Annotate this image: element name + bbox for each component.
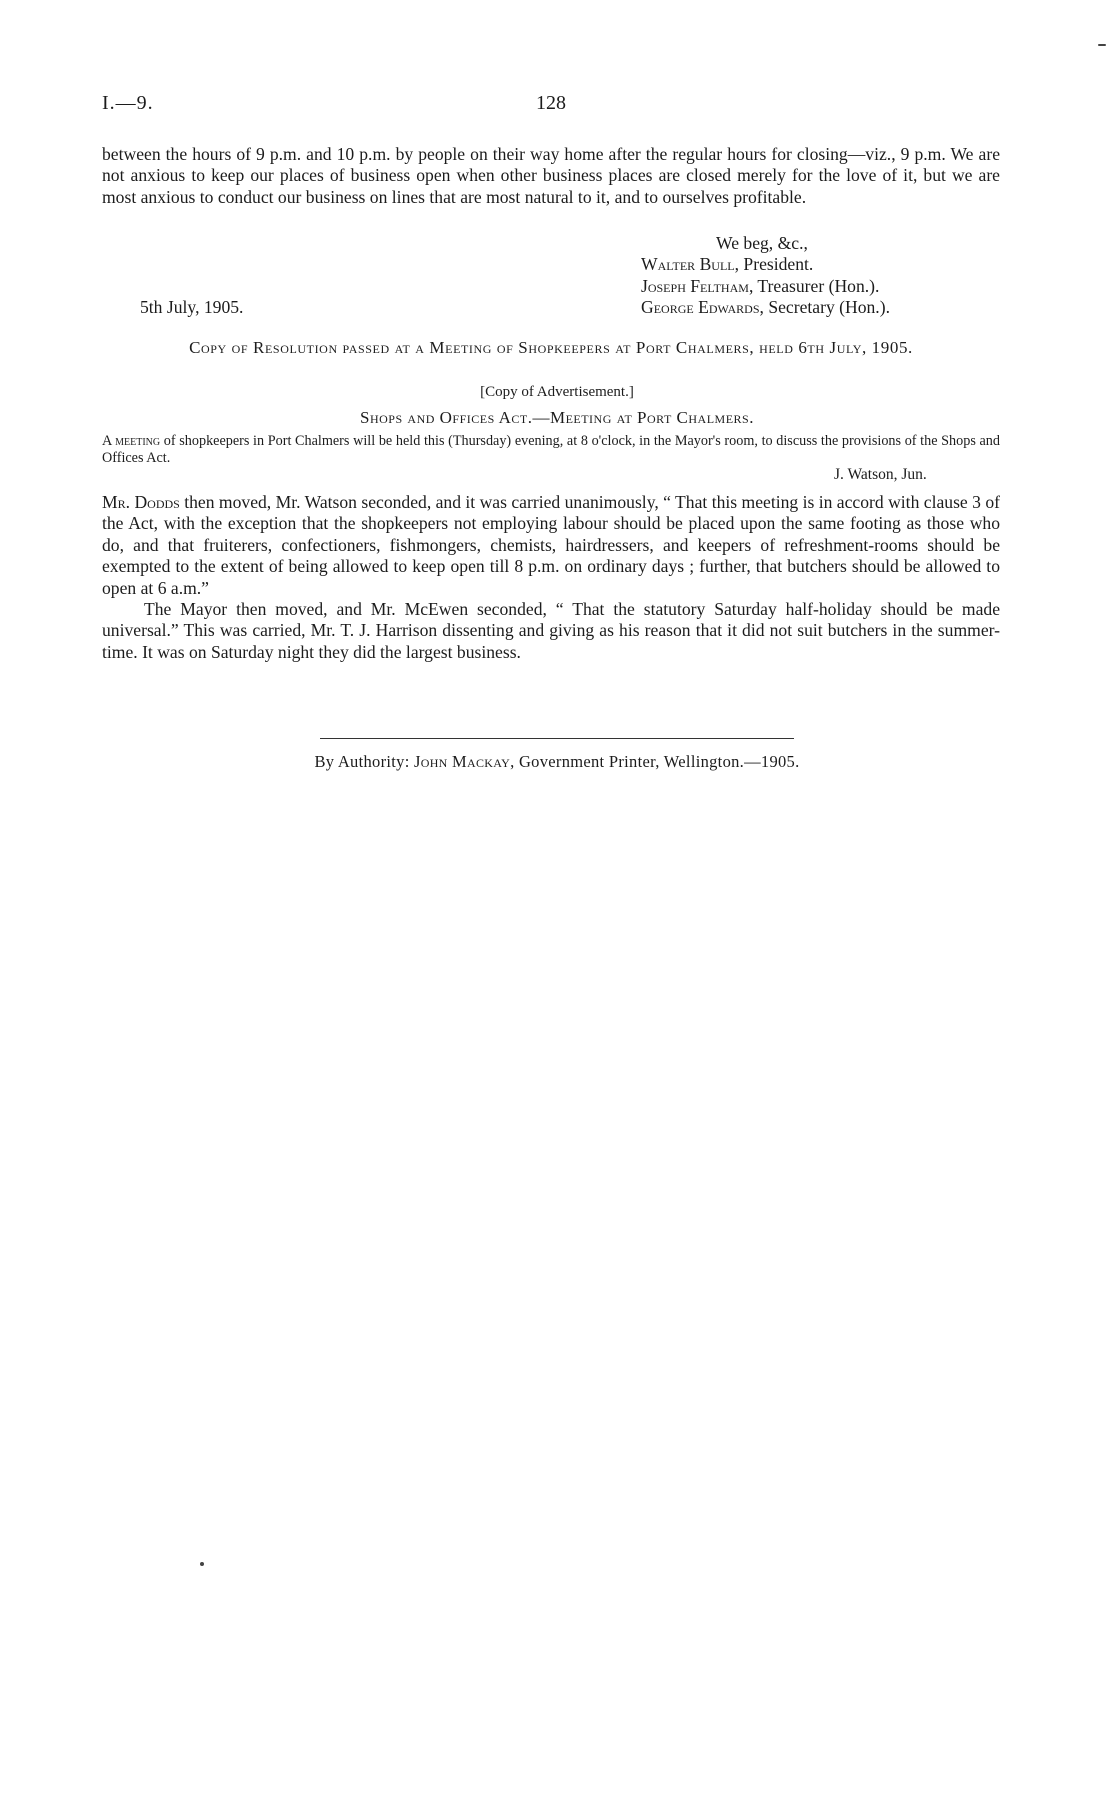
signatory-president	[641, 254, 890, 275]
letter-paragraph: between the hours of 9 p.m. and 10 p.m. by people on their way home after the regular hours for closing—viz., 9 p.m. We are not anxious to keep our places of business open when other business places are closed merely for the love of it, but we are most anxious to conduct our business on lines that are most natural to it, and to ourselves profitable.	[102, 144, 1000, 207]
divider-rule	[320, 738, 794, 739]
scan-speck	[200, 1562, 204, 1566]
imprint-prefix: By Authority:	[314, 752, 415, 771]
closing-line: We beg, &c.,	[716, 233, 808, 253]
signatory-secretary	[641, 297, 890, 318]
signatory-name: Joseph Feltham	[641, 275, 749, 296]
advertisement-signatory: J. Watson, Jun.	[834, 466, 927, 483]
advertisement-lead: A meeting	[102, 433, 161, 449]
paper-reference: I.—9.	[102, 92, 154, 114]
meeting-minutes	[102, 492, 1000, 663]
letter-date: 5th July, 1905.	[140, 297, 244, 317]
advertisement-text	[102, 433, 1000, 467]
signatory-role: , President.	[734, 254, 814, 275]
printer-imprint	[0, 752, 1114, 772]
minutes-text: then moved, Mr. Watson seconded, and it was carried unanimously, “ That this meeting is in accord with clause 3 of the Act, with the exception that the shopkeepers not employing labour should be placed upon the same footing as those who do, and that fruiterers, confectioners, fishmongers, chemists, hairdressers, and keepers of refreshment-rooms should be exempted to the extent of being allowed to keep open till 8 p.m. on ordinary days ; further, that butchers should be allowed to open at 6 a.m.”	[102, 492, 1000, 598]
signatory-role: , Treasurer (Hon.).	[748, 275, 880, 296]
advertisement-heading: Shops and Offices Act.—Meeting at Port Chalmers.	[360, 408, 754, 427]
imprint-printer: John Mackay	[414, 752, 511, 771]
signatory-name: George Edwards	[641, 297, 760, 318]
signatory-treasurer	[641, 276, 890, 297]
advertisement-label: [Copy of Advertisement.]	[480, 384, 634, 400]
minutes-lead: Mr. Dodds	[102, 492, 180, 512]
scan-speck	[1098, 44, 1106, 46]
signature-block	[641, 233, 890, 319]
minutes-paragraph	[102, 492, 1000, 599]
advertisement-body: of shopkeepers in Port Chalmers will be held this (Thursday) evening, at 8 o'clock, in the Mayor's room, to discuss the provisions of the Shops and Offices Act.	[102, 433, 1000, 466]
resolution-heading: Copy of Resolution passed at a Meeting of Shopkeepers at Port Chalmers, held 6th July, 1905.	[189, 338, 913, 357]
signatory-name: Walter Bull	[641, 254, 735, 275]
page-number: 128	[536, 92, 566, 114]
minutes-paragraph: The Mayor then moved, and Mr. McEwen seconded, “ That the statutory Saturday half-holiday should be made universal.” This was carried, Mr. T. J. Harrison dissenting and giving as his reason that it did not suit butchers in the summer-time. It was on Saturday night they did the largest business.	[102, 599, 1000, 662]
imprint-suffix: , Government Printer, Wellington.—1905.	[510, 752, 800, 771]
signatory-role: , Secretary (Hon.).	[759, 297, 890, 318]
